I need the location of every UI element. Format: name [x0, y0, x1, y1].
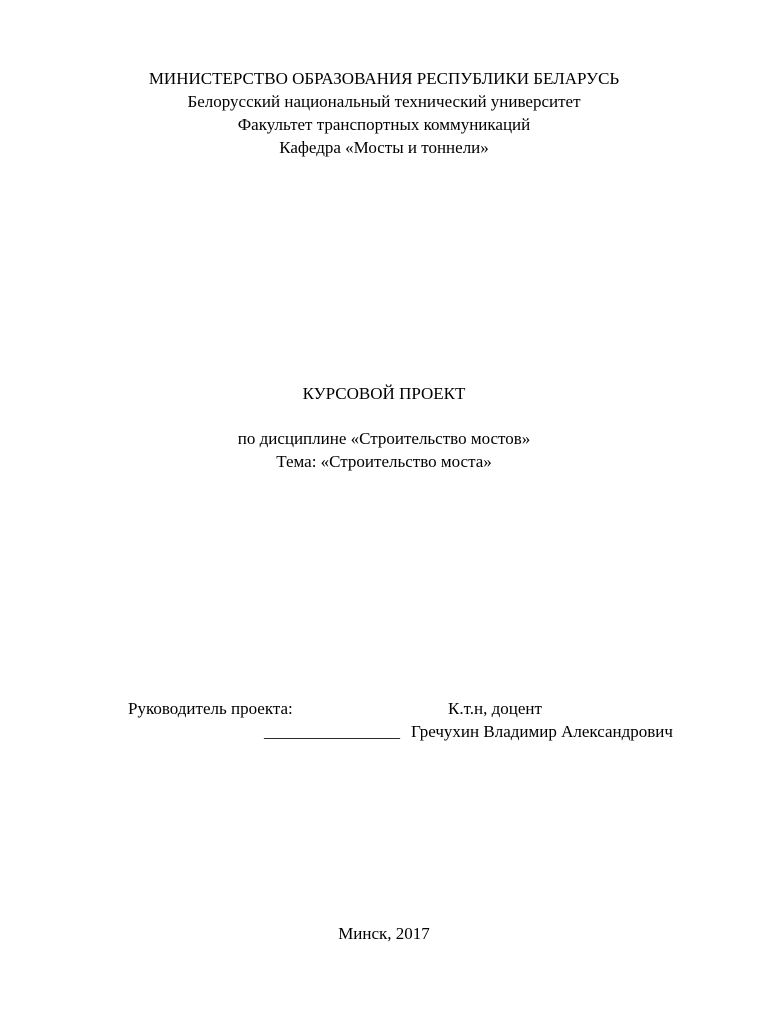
supervisor-name: Гречухин Владимир Александрович — [411, 722, 673, 741]
department-name: Кафедра «Мосты и тоннели» — [279, 138, 489, 157]
faculty-name: Факультет транспортных коммуникаций — [237, 115, 531, 134]
discipline-line: по дисциплине «Строительство мостов» — [237, 429, 531, 448]
topic-line: Тема: «Строительство моста» — [276, 452, 492, 471]
supervisor-degree: К.т.н, доцент — [448, 699, 542, 718]
university-name: Белорусский национальный технический университет — [187, 92, 581, 111]
ministry-heading: МИНИСТЕРСТВО ОБРАЗОВАНИЯ РЕСПУБЛИКИ БЕЛАРУСЬ — [148, 69, 620, 88]
supervisor-label: Руководитель проекта: — [128, 699, 293, 718]
signature-line: ________________ — [264, 722, 400, 741]
document-type-title: КУРСОВОЙ ПРОЕКТ — [302, 384, 466, 403]
city-year: Минск, 2017 — [338, 924, 430, 943]
